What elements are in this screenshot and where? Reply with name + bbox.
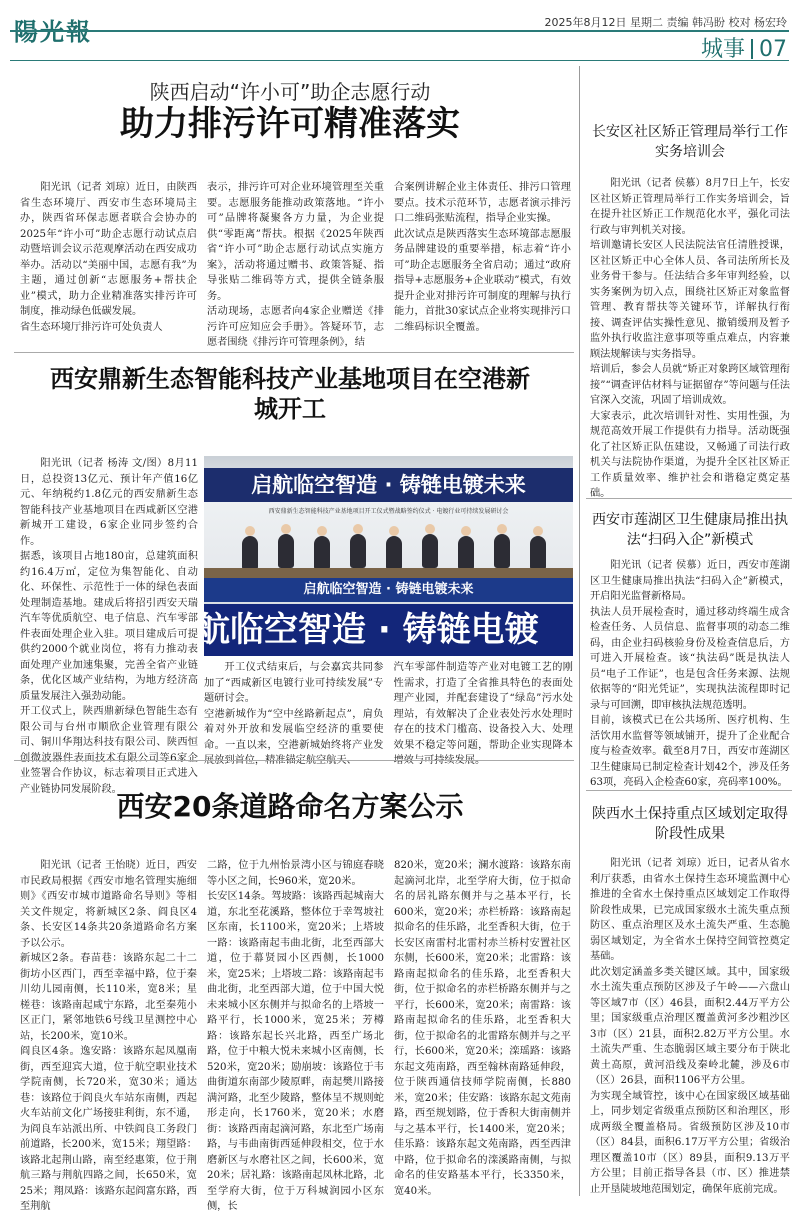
- article2-right-col: [393, 660, 574, 766]
- article2-bottom: [204, 660, 573, 766]
- photo-backdrop-text: 启航临空智造 · 铸链电镀未来: [303, 582, 474, 597]
- sidebar3-title: 陕西水土保持重点区域划定取得阶段性成果: [592, 806, 788, 842]
- sidebar2-rule: [586, 790, 792, 791]
- article3-title: 西安20条道路命名方案公示: [116, 790, 464, 823]
- photo-top-banner: 启航临空智造 · 铸链电镀未来: [204, 468, 573, 502]
- photo-big-text: 航临空智造 · 铸链电镀: [196, 610, 539, 650]
- article3-col2: [207, 858, 384, 1212]
- article1-col2-text: 表示，排污许可对企业环境管理至关重要。志愿服务能推动政策落地。“许小可”品牌将凝聚各方力量，为企业提供“零距离”帮扶。根据《2025年陕西省“许小可”助企志愿行动试点实施方案》，活动将通过赠书、政策答疑、指导张贴二维码等方式，提供全链条服务。 活动现场，志愿者向4家企业赠送《排污许可应知应会手册》。答疑环节，志愿者围绕《排污许可管理条例》，结: [207, 182, 384, 348]
- header-rule: [10, 30, 789, 32]
- photo-person: [458, 536, 474, 570]
- sidebar1-body: [590, 176, 790, 499]
- article1-body: [20, 180, 571, 352]
- article3-col3-text: 820米，宽20米；澜水渡路：该路东南起滴河北岸，北至学府大街，位于拟命名的居礼路东侧并与之基本平行，长600米，宽20米；赤栏桥路：该路南起拟命名的佳乐路，北至香积大街，位于长安区南雷村北雷村赤兰桥村安置社区东侧，长600米，宽20米；北雷路：该路南起拟命名的佳乐路，北至香积大街，位于拟命名的赤栏桥路东侧并与之平行，长600米，宽20米；南雷路：该路南起拟命名的佳乐路，北至香积大街，位于拟命名的北雷路东侧并与之平行，长600米，宽20米；滦瑶路：该路东起文苑南路，西至翰林南路延伸段，位于陕西通信技师学院南侧，长880米，宽20米；佳安路：该路东起文苑南路，西至规划路，位于香积大街南侧并与之基本平行，长1400米，宽20米；佳乐路：该路东起文苑南路，西至西津中路，位于拟命名的滦溪路南侧，与拟命名的佳安路基本平行，长3350米，宽40米。: [394, 860, 571, 1197]
- article2-photo: [196, 456, 573, 656]
- article2-rule: [14, 760, 574, 761]
- sidebar1-rule: [586, 498, 792, 499]
- article1-kicker: 陕西启动“许小可”助企志愿行动: [149, 80, 431, 104]
- article1-col1-text: 阳光讯（记者 刘琼）近日，由陕西省生态环境厅、西安市生态环境局主办，陕西省环保志愿者联合会协办的2025年“许小可”助企志愿行动试点启动暨培训会议示范观摩活动在西安成功举办。活动以“美丽中国，志愿有我”为主题，通过创新“志愿服务+帮扶企业”模式，助力企业精准落实排污许可制度，推动绿色低碳发展。 省生态环境厅排污许可处负责人: [20, 182, 197, 333]
- sidebar2-body: [590, 558, 790, 788]
- section-divider: [751, 39, 753, 59]
- article1-col2: [207, 180, 384, 352]
- header-rule-2: [10, 60, 789, 61]
- photo-person: [422, 534, 438, 568]
- page-number: 07: [759, 37, 787, 62]
- article2-title: 西安鼎新生态智能科技产业基地项目在空港新城开工: [50, 365, 530, 423]
- photo-stage-edge: [204, 568, 573, 578]
- photo-person: [278, 534, 294, 568]
- photo-person: [350, 534, 366, 568]
- section-name: 城事: [700, 37, 745, 62]
- sidebar-divider: [579, 66, 580, 1196]
- article1-col3: [394, 180, 571, 352]
- photo-backdrop: [204, 578, 573, 602]
- article2-right-text: 汽车零部件制造等产业对电镀工艺的刚性需求，打造了全省推具特色的表面处理产业园，并配套建设了“绿岛”污水处理站，有效解决了企业表处污水处理时存在的技术门槛高、设备投入大、处理效果不稳定等问题，帮助企业实现降本增效与可持续发展。: [393, 662, 573, 766]
- article1-rule: [14, 352, 574, 353]
- newspaper-logo: 陽光報: [14, 17, 92, 46]
- photo-subline: 西安鼎新生态智能科技产业基地项目开工仪式暨战略签约仪式 · 电镀行业可持续发展研讨会: [268, 508, 509, 515]
- photo-big-screen: [196, 604, 573, 656]
- photo-person: [530, 536, 546, 570]
- section-label: [701, 32, 787, 63]
- sidebar1-text: 阳光讯（记者 侯慕）8月7日上午，长安区社区矫正管理局举行工作实务培训会，旨在提升社区矫正工作规范化水平，强化司法行政与审判机关对接。 培训邀请长安区人民法院法官任清胜授课，区社区矫正中心全体人员、各司法所所长及业务骨干参与。任法结合多年审判经验，以实务案例为切入点，围绕社区矫正对象监督管理、教育帮扶等关键环节，详解执行衔接、调查评估实操性意见、撤销缓刑及暂予监外执行收监注意事项等重点难点，内容兼顾法规解读与实务指导。 培训后，参会人员就“矫正对象跨区域管理衔接”“调查评估材料与证据留存”等问题与任法官深入交流，巩固了培训成效。 大家表示，此次培训针对性、实用性强，为规范高效开展工作提供有力指导。活动既强化了社区矫正队伍建设，又畅通了司法行政机关与法院协作渠道，为提升全区社区矫正工作质量效率、维护社会和谐稳定奠定基础。: [590, 178, 790, 499]
- photo-person: [494, 534, 510, 568]
- article1-col3-text: 合案例讲解企业主体责任、排污口管理要点。技术示范环节，志愿者演示排污口二维码张贴流程，指导企业实操。 此次试点是陕西落实生态环境部志愿服务品牌建设的重要举措，标志着“许小可”助企志愿服务全省启动；通过“政府指导+志愿服务+企业联动”模式，有效提升企业对排污许可制度的理解与执行能力，首批30家试点企业将实现排污口二维码标识全覆盖。: [394, 182, 571, 333]
- photo-person: [386, 536, 402, 570]
- sidebar2-text: 阳光讯（记者 侯慕）近日，西安市莲湖区卫生健康局推出执法“扫码入企”新模式，开启阳光监督新格局。 执法人员开展检查时，通过移动终端生成含检查任务、人员信息、监督事项的动态二维码，由企业扫码核验身份及检查信息后，方可进入开展检查。该“执法码”既是执法人员“电子工作证”，也是包含任务来源、法规依据等的“阳光凭证”，实现执法流程即时记录与可回溯，即审核执法规范透明。 目前，该模式已在公共场所、医疗机构、生活饮用水监督等领域铺开，提升了企业配合度与检查效率。截至8月7日，西安市莲湖区卫生健康局已制定检查计划42个，涉及任务63项，亮码入企检查60家，亮码率100%。: [590, 560, 790, 788]
- sidebar3-body: [590, 856, 790, 1198]
- article3-col2-text: 二路，位于九州怡景湾小区与锦庭春晓等小区之间，长960米，宽20米。 长安区14条。驾坡路：该路西起城南大道，东北至花溪路，整体位于幸驾坡社区东南，长1100米，宽20米；上塔坡一路：该路南起韦曲北街，北至西部大道，位于幕贤园小区西侧，长1000米，宽25米；上塔坡二路：该路南起韦曲北街，北至西部大道，位于中国大悦未来城小区东侧并与拟命名的上塔坡一路平行，长1000米，宽25米；芳樽路：该路东起长兴北路，西至广场北路，位于中粮大悦未来城小区南侧，长520米，宽20米；励崩坡：该路位于韦曲街道东南部少陵原畔，南起樊川路接满河路，北至少陵路，整体呈不规则蛇形走向，长1760米，宽20米；水磨街：该路西南起滴河路，东北至广场南路，与韦曲南街西延伸段相交，位于水磨新区与水磨社区之间，长600米，宽20米；居礼路：该路南起凤林北路，北至学府大街，位于万科城润园小区东侧，长: [207, 860, 384, 1212]
- article2-mid-text: 开工仪式结束后，与会嘉宾共同参加了“西咸新区电镀行业可持续发展”专题研讨会。 空港新城作为“空中丝路新起点”，肩负着对外开放和发展临空经济的重要使命。一直以来，空港新城始终将产业发展放到首位，精准锚定航空航天、: [204, 662, 384, 766]
- photo-person: [314, 536, 330, 570]
- article3-body: [20, 858, 571, 1212]
- article2-left-col: [20, 456, 198, 795]
- sidebar2-title: 西安市莲湖区卫生健康局推出执法“扫码入企”新模式: [592, 512, 788, 548]
- article3-col1: [20, 858, 197, 1212]
- article3-col3: [394, 858, 571, 1198]
- sidebar3-text: 阳光讯（记者 刘琼）近日，记者从省水利厅获悉，由省水土保持生态环境监测中心推进的全省水土保持重点区域划定工作取得阶段性成果，已完成国家级水土流失重点预防区、重点治理区及水土流失严重、生态脆弱区域划定，为全省水土保持空间管控奠定基础。 此次划定涵盖多类关键区域。其中，国家级水土流失重点预防区涉及子午岭——六盘山等区域7市（区）46县，面积2.44万平方公里；国家级重点治理区覆盖黄河多沙粗沙区3市（区）21县，面积2.82万平方公里。水土流失严重、生态脆弱区域主要分布于陕北黄土高原，黄河沿线及秦岭北麓，涉及6市（区）26县，面积1106平方公里。 为实现全域管控，该中心在国家级区域基础上，同步划定省级重点预防区和治理区，形成两级全覆盖格局。省级预防区涉及10市（区）84县，面积6.17万平方公里；省级治理区覆盖10市（区）89县，面积9.13万平方公里；目前正指导各县（市、区）推进禁止开垦陡坡地范围划定，确保年底前完成。: [590, 858, 790, 1195]
- article1-col1: [20, 180, 197, 352]
- article2-mid-col: [204, 660, 384, 766]
- photo-person: [242, 536, 258, 570]
- issue-info: 2025年8月12日 星期二 责编 韩冯盼 校对 杨宏玲: [544, 16, 787, 29]
- sidebar1-title: 长安区社区矫正管理局举行工作实务培训会: [592, 124, 788, 160]
- article3-col1-text: 阳光讯（记者 王怡晓）近日，西安市民政局根据《西安市地名管理实施细则》《西安市城市道路命名导则》等相关文件规定，将新城区2条、阎良区4条、长安区14条共20条道路命名方案予以公示。 新城区2条。春苗巷：该路东起二十二街坊小区西门，西至幸福中路，位于秦川幼儿园南侧，长110米，宽8米；星槎巷：该路南起咸宁东路，北至秦苑小区正门，紧邻地铁6号线卫星测控中心站，长200米，宽10米。 阎良区4条。逸安路：该路东起凤凰南街，西至迎宾大道，位于航空职业技术学院南侧，长720米，宽30米；通达巷：该路位于阎良火车站东南侧，西起火车站前文化广场接驻利街，东不通，为阎良车站派出所、中铁阎良工务段门前道路，长200米，宽15米；翔望路：该路北起荆山路，南至经惠策，位于荆航三路与荆航四路之间，长650米，宽25米；翔凤路：该路东起阎富东路，西至荆航: [20, 860, 197, 1212]
- article2-left-text: 阳光讯（记者 杨涛 文/图）8月11日，总投资13亿元、预计年产值16亿元、年纳税约1.8亿元的西安鼎新生态智能科技产业基地项目在西咸新区空港新城开工建设，6家企业同步签约合作。 据悉，该项目占地180亩，总建筑面积约16.4万㎡，定位为集智能化、自动化、环保性、示范性于一体的绿色表面处理制造基地。建成后将招引西安天瑞汽车等优质航空、电子信息、汽车零部件表面处理企业入驻。项目建成后可提供约2000个就业岗位，将有力推动表面处理产业加速集聚，完善全省产业链条，优化区域产业结构，为地方经济高质量发展注入强劲动能。 开工仪式上，陕西鼎新绿色智能生态有限公司与台州市顺欣企业管理有限公司、铜川华翔达科技有限公司、陕西恒创微波器件表面技术有限公司等6家企业签署合作协议，标志着项目正式进入产业链协同发展阶段。: [20, 458, 198, 795]
- article1-title: 助力排污许可精准落实: [120, 104, 460, 144]
- article2-left: [20, 456, 198, 795]
